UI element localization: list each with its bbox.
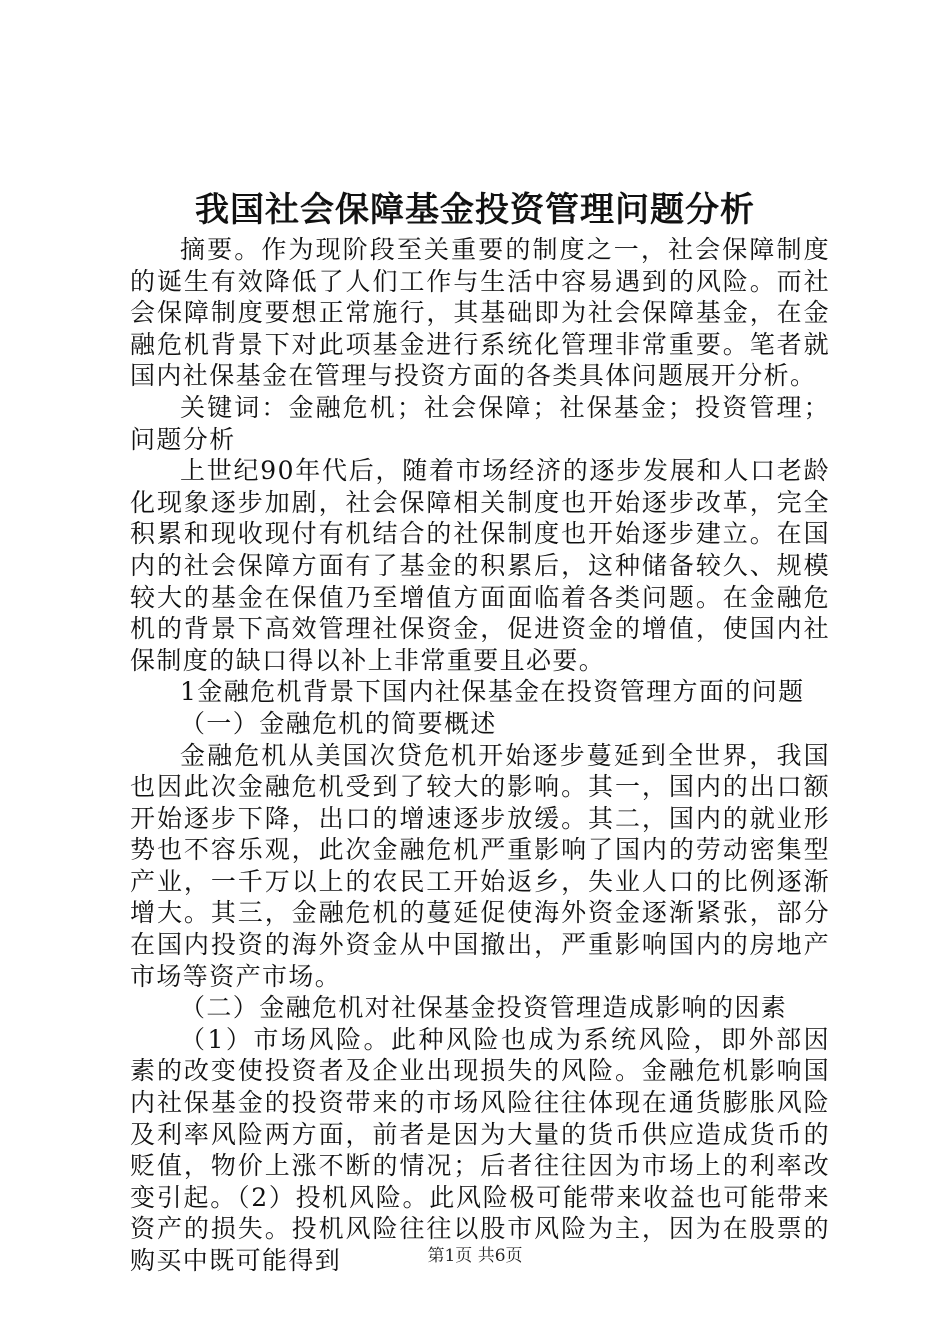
page-footer: 第1页 共6页	[427, 1246, 523, 1266]
document-title: 我国社会保障基金投资管理问题分析	[195, 190, 755, 230]
document-body	[130, 234, 830, 1277]
subsection-heading-2: （二）金融危机对社保基金投资管理造成影响的因素	[180, 993, 788, 1023]
abstract-paragraph: 摘要。作为现阶段至关重要的制度之一，社会保障制度的诞生有效降低了人们工作与生活中容易遇到的风险。而社会保障制度要想正常施行，其基础即为社会保障基金，在金融危机背景下对此项基金进行系统化管理非常重要。笔者就国内社保基金在管理与投资方面的各类具体问题展开分析。	[130, 235, 830, 391]
body-paragraph: （1）市场风险。此种风险也成为系统风险，即外部因素的改变使投资者及企业出现损失的风险。金融危机影响国内社保基金的投资带来的市场风险往往体现在通货膨胀风险及利率风险两方面，前者是因为大量的货币供应造成货币的贬值，物价上涨不断的情况；后者往往因为市场上的利率改变引起。（2）投机风险。此风险极可能带来收益也可能带来资产的损失。投机风险往往以股市风险为主，因为在股票的购买中既可能得到	[130, 1024, 830, 1275]
body-paragraph: 金融危机从美国次贷危机开始逐步蔓延到全世界，我国也因此次金融危机受到了较大的影响。其一，国内的出口额开始逐步下降，出口的增速逐步放缓。其二，国内的就业形势也不容乐观，此次金融危机严重影响了国内的劳动密集型产业，一千万以上的农民工开始返乡，失业人口的比例逐渐增大。其三，金融危机的蔓延促使海外资金逐渐紧张，部分在国内投资的海外资金从中国撤出，严重影响国内的房地产市场等资产市场。	[130, 740, 830, 991]
intro-paragraph: 上世纪90年代后，随着市场经济的逐步发展和人口老龄化现象逐步加剧，社会保障相关制度也开始逐步改革，完全积累和现收现付有机结合的社保制度也开始逐步建立。在国内的社会保障方面有了基金的积累后，这种储备较久、规模较大的基金在保值乃至增值方面面临着各类问题。在金融危机的背景下高效管理社保资金，促进资金的增值，使国内社保制度的缺口得以补上非常重要且必要。	[130, 456, 830, 675]
section-heading: 1金融危机背景下国内社保基金在投资管理方面的问题	[180, 677, 805, 707]
keywords-paragraph: 关键词：金融危机；社会保障；社保基金；投资管理；问题分析	[130, 392, 830, 454]
subsection-heading-1: （一）金融危机的简要概述	[180, 708, 497, 738]
